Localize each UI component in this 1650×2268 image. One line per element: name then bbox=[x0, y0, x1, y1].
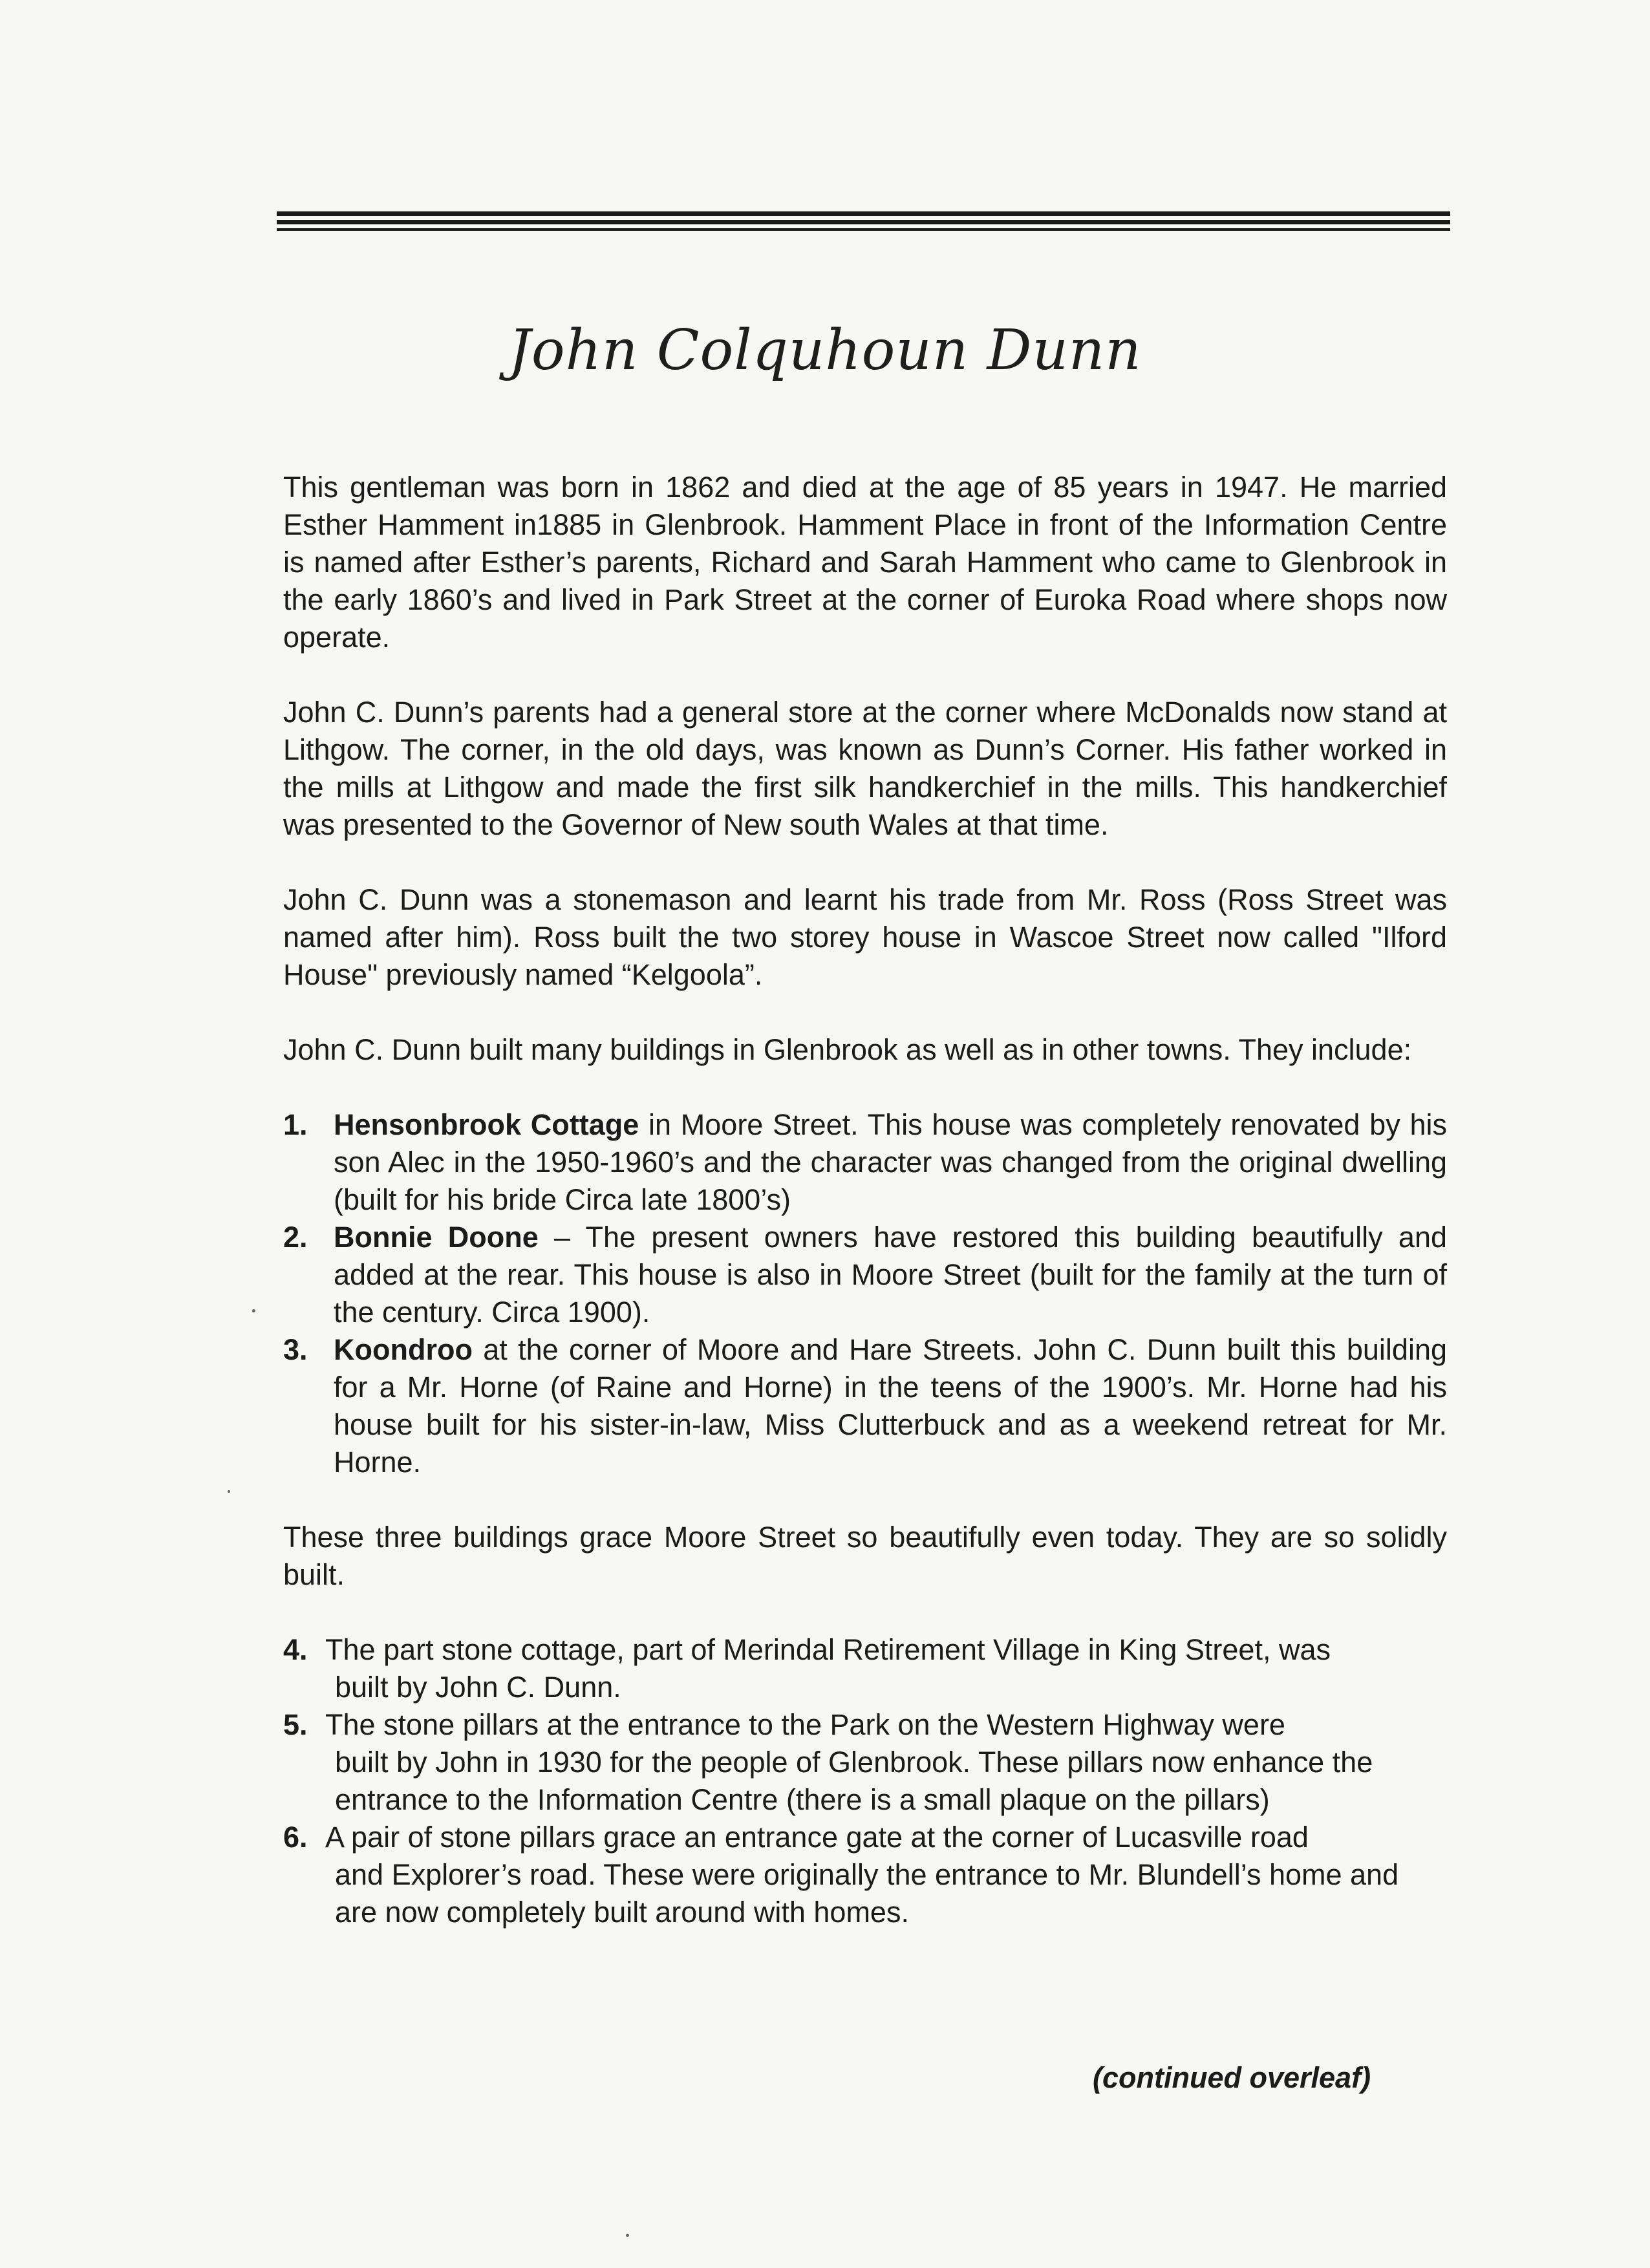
list-item bbox=[283, 1631, 1447, 1706]
list-item-text: at the corner of Moore and Hare Streets. John C. Dunn built this building for a Mr. Horne (of Raine and Horne) in the teens of the 1900’s. Mr. Horne had his house built for his sister-in-law, Miss Clutterbuck and as a weekend retreat for Mr. Horne. bbox=[334, 1333, 1447, 1479]
list-item bbox=[283, 1106, 1447, 1219]
header-rule bbox=[277, 211, 1450, 216]
list-item-first-line: The stone pillars at the entrance to the Park on the Western Highway were bbox=[325, 1708, 1285, 1741]
building-name: Hensonbrook Cottage bbox=[334, 1108, 639, 1141]
buildings-list-continued bbox=[283, 1631, 1447, 1931]
list-number: 2. bbox=[283, 1221, 308, 1254]
list-item-text: and Explorer’s road. These were originally the entrance to Mr. Blundell’s home and are now completely built around with homes. bbox=[335, 1858, 1399, 1929]
paragraph: This gentleman was born in 1862 and died at the age of 85 years in 1947. He married Esther Hamment in1885 in Glenbrook. Hamment Place in front of the Information Centre is named after Esther’s parents, Richard and Sarah Hamment who came to Glenbrook in the early 1860’s and lived in Park Street at the corner of Euroka Road where shops now operate. bbox=[283, 471, 1447, 654]
list-item-text: in Moore Street. This house was completely renovated by his son Alec in the 1950-1960’s and the character was changed from the original dwelling (built for his bride Circa late 1800’s) bbox=[334, 1108, 1447, 1216]
list-item bbox=[283, 1706, 1447, 1819]
list-item-first-line: A pair of stone pillars grace an entrance gate at the corner of Lucasville road bbox=[325, 1821, 1309, 1854]
header-rule bbox=[277, 228, 1450, 231]
list-number: 3. bbox=[283, 1333, 308, 1366]
list-item bbox=[283, 1819, 1447, 1931]
scan-speck bbox=[228, 1490, 230, 1493]
list-item-first-line: The part stone cottage, part of Merindal Retirement Village in King Street, was bbox=[325, 1633, 1331, 1666]
list-number: 6. bbox=[283, 1821, 308, 1854]
list-number: 1. bbox=[283, 1108, 308, 1141]
document-body bbox=[283, 469, 1447, 1931]
header-rule bbox=[277, 220, 1450, 224]
paragraph: These three buildings grace Moore Street so beautifully even today. They are so solidly built. bbox=[283, 1521, 1447, 1591]
building-name: Bonnie Doone bbox=[334, 1221, 539, 1254]
list-item bbox=[283, 1219, 1447, 1331]
paragraph: John C. Dunn was a stonemason and learnt his trade from Mr. Ross (Ross Street was named after him). Ross built the two storey house in Wascoe Street now called "Ilford House" previously named “Kelgoola”. bbox=[283, 883, 1447, 991]
list-number: 5. bbox=[283, 1708, 308, 1741]
scan-speck bbox=[252, 1309, 255, 1312]
list-item-text: – The present owners have restored this building beautifully and added at the rear. This house is also in Moore Street (built for the family at the turn of the century. Circa 1900). bbox=[334, 1221, 1448, 1329]
list-item bbox=[283, 1331, 1447, 1481]
paragraph: John C. Dunn built many buildings in Glenbrook as well as in other towns. They include: bbox=[283, 1033, 1412, 1066]
list-item-text: built by John C. Dunn. bbox=[335, 1671, 621, 1704]
scan-speck bbox=[626, 2234, 629, 2237]
list-item-body bbox=[334, 1331, 1447, 1481]
list-item-body bbox=[334, 1106, 1447, 1219]
list-item-text: built by John in 1930 for the people of Glenbrook. These pillars now enhance the entrance to the Information Centre (there is a small plaque on the pillars) bbox=[335, 1746, 1373, 1816]
paragraph: John C. Dunn’s parents had a general store at the corner where McDonalds now stand at Lithgow. The corner, in the old days, was known as Dunn’s Corner. His father worked in the mills at Lithgow and made the first silk handkerchief in the mills. This handkerchief was presented to the Governor of New south Wales at that time. bbox=[283, 696, 1447, 841]
continued-note: (continued overleaf) bbox=[1093, 2061, 1371, 2094]
list-number: 4. bbox=[283, 1633, 308, 1666]
page-title: John Colquhoun Dunn bbox=[508, 318, 1142, 383]
list-item-body bbox=[334, 1219, 1447, 1331]
buildings-list bbox=[283, 1106, 1447, 1481]
building-name: Koondroo bbox=[334, 1333, 473, 1366]
